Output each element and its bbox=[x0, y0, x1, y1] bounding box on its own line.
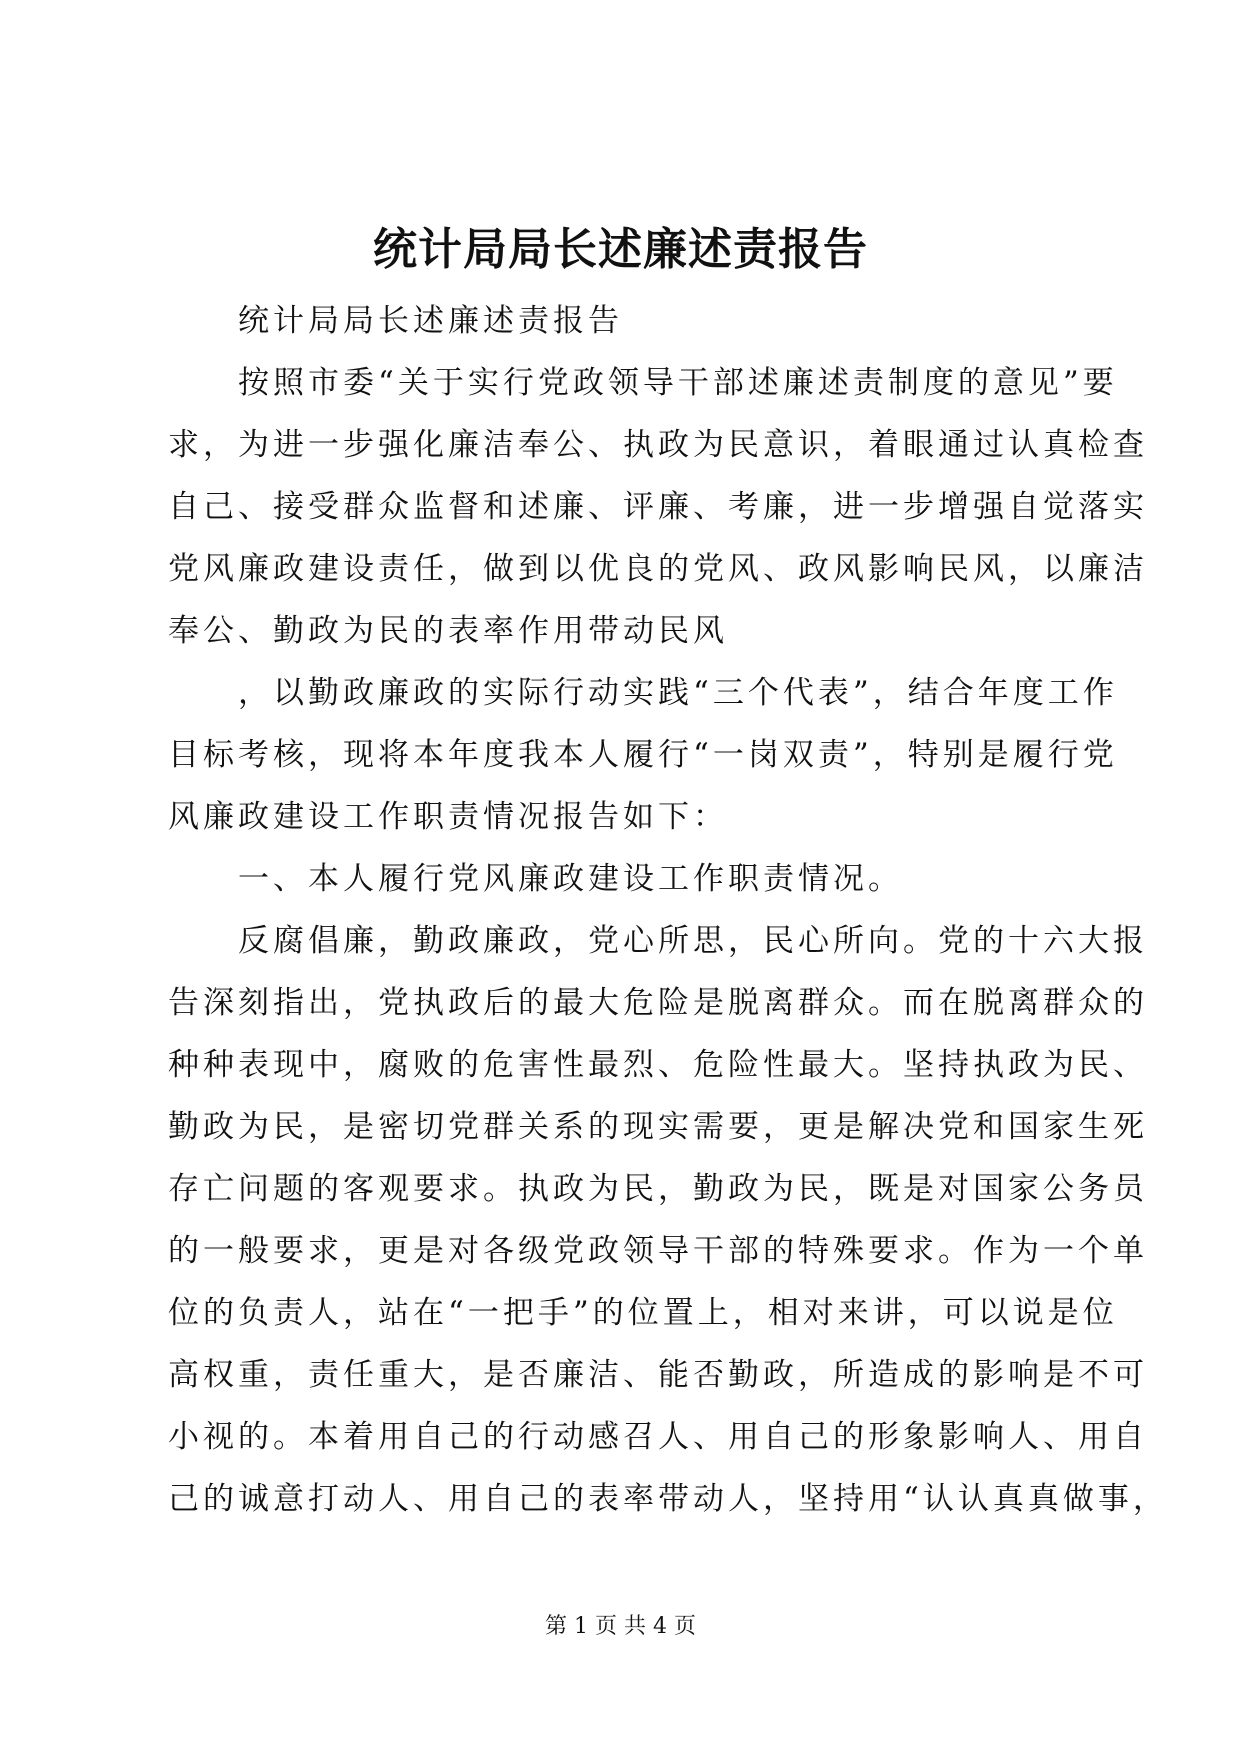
body-line: 按照市委“关于实行党政领导干部述廉述责制度的意见”要 bbox=[168, 365, 1118, 401]
body-line: 位的负责人，站在“一把手”的位置上，相对来讲，可以说是位 bbox=[168, 1295, 1118, 1331]
body-line: 存亡问题的客观要求。执政为民，勤政为民，既是对国家公务员 bbox=[168, 1171, 1148, 1207]
body-line: 己的诚意打动人、用自己的表率带动人，坚持用“认认真真做事， bbox=[168, 1481, 1168, 1517]
body-line: 勤政为民，是密切党群关系的现实需要，更是解决党和国家生死 bbox=[168, 1109, 1148, 1145]
document-title: 统计局局长述廉述责报告 bbox=[373, 224, 868, 275]
body-line: 党风廉政建设责任，做到以优良的党风、政风影响民风，以廉洁 bbox=[168, 551, 1148, 587]
body-line: 统计局局长述廉述责报告 bbox=[168, 303, 623, 339]
body-line: 自己、接受群众监督和述廉、评廉、考廉，进一步增强自觉落实 bbox=[168, 489, 1148, 525]
body-line: 告深刻指出，党执政后的最大危险是脱离群众。而在脱离群众的 bbox=[168, 985, 1148, 1021]
body-line: 的一般要求，更是对各级党政领导干部的特殊要求。作为一个单 bbox=[168, 1233, 1148, 1269]
body-line: ，以勤政廉政的实际行动实践“三个代表”，结合年度工作 bbox=[168, 675, 1118, 711]
body-line: 奉公、勤政为民的表率作用带动民风 bbox=[168, 613, 728, 649]
body-line: 一、本人履行党风廉政建设工作职责情况。 bbox=[168, 861, 903, 897]
body-line: 风廉政建设工作职责情况报告如下： bbox=[168, 799, 728, 835]
body-line: 小视的。本着用自己的行动感召人、用自己的形象影响人、用自 bbox=[168, 1419, 1148, 1455]
body-line: 目标考核，现将本年度我本人履行“一岗双责”，特别是履行党 bbox=[168, 737, 1118, 773]
document-body bbox=[168, 290, 1168, 1530]
body-line: 反腐倡廉，勤政廉政，党心所思，民心所向。党的十六大报 bbox=[168, 923, 1148, 959]
body-line: 种种表现中，腐败的危害性最烈、危险性最大。坚持执政为民、 bbox=[168, 1047, 1148, 1083]
body-line: 求，为进一步强化廉洁奉公、执政为民意识，着眼通过认真检查 bbox=[168, 427, 1148, 463]
page-number-footer: 第 1 页 共 4 页 bbox=[545, 1614, 696, 1639]
body-line: 高权重，责任重大，是否廉洁、能否勤政，所造成的影响是不可 bbox=[168, 1357, 1148, 1393]
